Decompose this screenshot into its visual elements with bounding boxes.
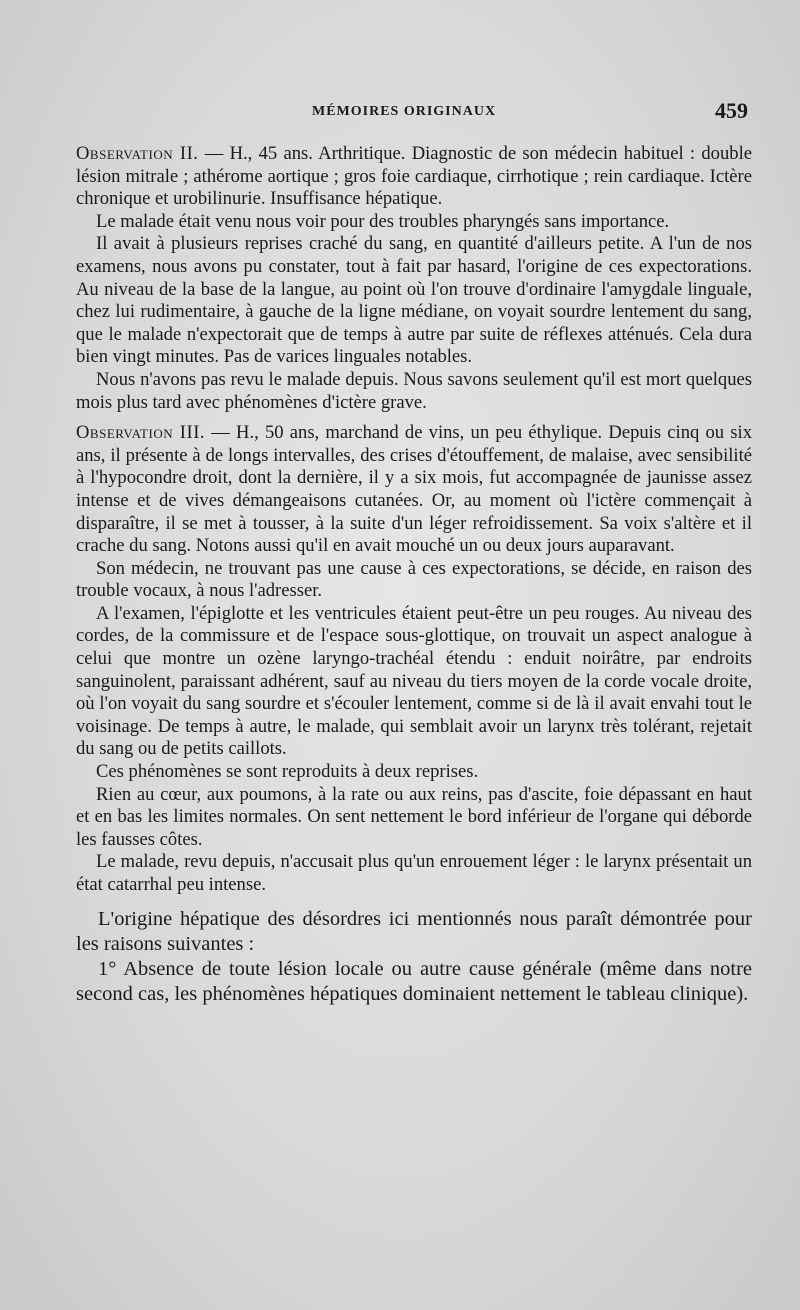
body-text [76, 143, 752, 1007]
conclusion-paragraph: L'origine hépatique des désordres ici mentionnés nous paraît démontrée pour les raisons suivantes : [76, 907, 752, 955]
paragraph: Rien au cœur, aux poumons, à la rate ou aux reins, pas d'ascite, foie dépassant en haut et en bas les limites normales. On sent nettement le bord inférieur de l'organe qui déborde les fausses côtes. [76, 783, 752, 850]
paragraph: Son médecin, ne trouvant pas une cause à ces expectorations, se décide, en raison des trouble vocaux, à nous l'adresser. [76, 557, 752, 602]
observation-2-text: — H., 45 ans. Arthritique. Diagnostic de son médecin habituel : double lésion mitrale ; athérome aortique ; gros foie cardiaque, cirrhotique ; rein cardiaque. Ictère chronique et urobilinurie. Insuffisance hépatique. [76, 143, 752, 210]
paragraph: Le malade, revu depuis, n'accusait plus qu'un enrouement léger : le larynx présentait un état catarrhal peu intense. [76, 851, 752, 895]
conclusion-reason-1: 1° Absence de toute lésion locale ou autre cause générale (même dans notre second cas, les phénomènes hépatiques dominaient nettement le tableau clinique). [76, 957, 752, 1005]
observation-2-heading-paragraph [76, 143, 752, 211]
running-head: MÉMOIRES ORIGINAUX [312, 104, 497, 119]
paragraph: Le malade était venu nous voir pour des troubles pharyngés sans importance. [96, 210, 670, 232]
observation-2-label: Observation II. [76, 143, 199, 164]
observation-3-heading-paragraph [76, 422, 752, 558]
paragraph: Ces phénomènes se sont reproduits à deux reprises. [96, 761, 479, 783]
paragraph: Nous n'avons pas revu le malade depuis. Nous savons seulement qu'il est mort quelques mois plus tard avec phénomènes d'ictère grave. [76, 368, 752, 413]
page-number: 459 [715, 98, 748, 123]
page-header [0, 98, 800, 126]
paragraph: Il avait à plusieurs reprises craché du sang, en quantité d'ailleurs petite. A l'un de nos examens, nous avons pu constater, tout à fait par hasard, l'origine de ces expectorations. Au niveau de la base de la langue, au point où l'on trouve d'ordinaire l'amygdale linguale, chez lui rudimentaire, à gauche de la ligne médiane, on voyait sourdre lentement du sang, que le malade n'expectorait que de temps à autre par suite de réflexes atténués. Cela dura bien vingt minutes. Pas de varices linguales notables. [76, 233, 752, 368]
observation-3-text: — H., 50 ans, marchand de vins, un peu éthylique. Depuis cinq ou six ans, il présente à de longs intervalles, des crises d'étouffement, de malaise, avec sensibilité à l'hypocondre droit, dont la dernière, il y a six mois, fut accompagnée de jaunisse assez intense et de vives démangeaisons cutanées. Or, au moment où l'ictère commençait à disparaître, il se met à tousser, à la suite d'un léger refroidissement. Sa voix s'altère et il crache du sang. Notons aussi qu'il en avait mouché un ou deux jours auparavant. [76, 422, 753, 557]
paragraph: A l'examen, l'épiglotte et les ventricules étaient peut-être un peu rouges. Au niveau des cordes, de la commissure et de l'espace sous-glottique, on trouvait un aspect analogue à celui que montre un ozène laryngo-trachéal étendu : enduit noirâtre, par endroits sanguinolent, paraissant adhérent, sauf au niveau du tiers moyen de la corde vocale droite, où l'on voyait du sang sourdre et s'écouler lentement, comme si de là il avait envahi tout le voisinage. De temps à autre, le malade, qui semblait avoir un larynx très tolérant, rejetait du sang ou de petits caillots. [76, 602, 752, 760]
observation-3-label: Observation III. [76, 422, 206, 444]
